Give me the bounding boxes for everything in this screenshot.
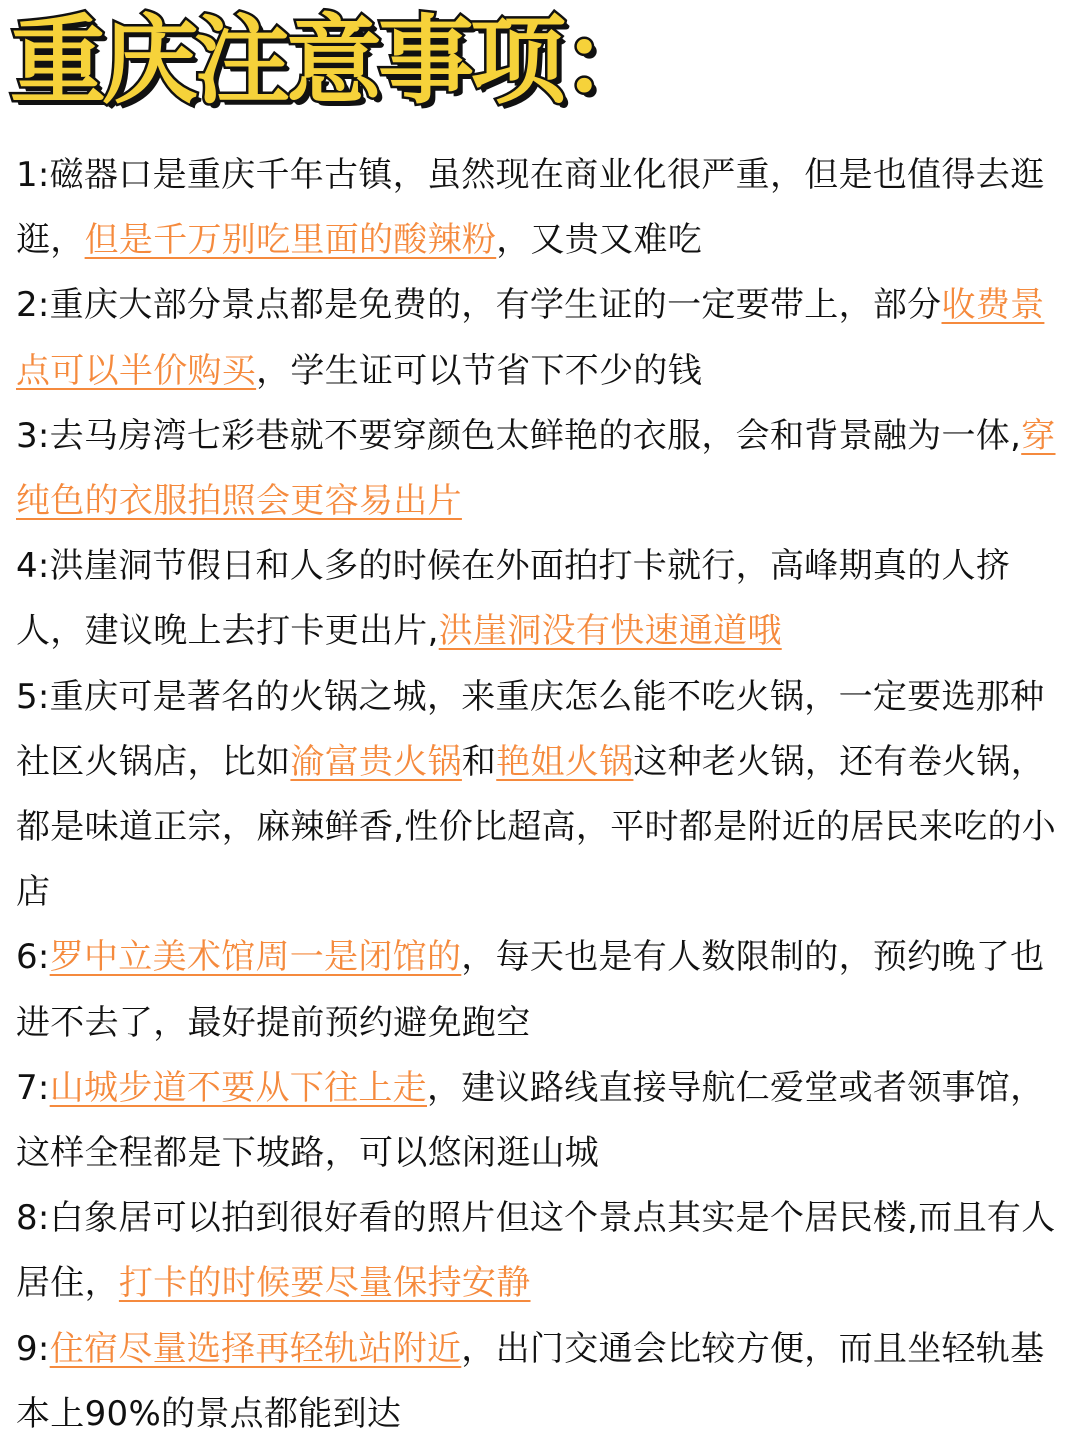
tip-item-5 bbox=[16, 665, 1066, 926]
tip-text: ，又贵又难吃 bbox=[496, 220, 703, 261]
tip-highlight: 穿纯色的衣服拍照会更容易出片 bbox=[16, 415, 1056, 522]
tip-text: 6: bbox=[16, 937, 50, 978]
page-title: 重庆注意事项： bbox=[10, 5, 654, 117]
tip-highlight: 收费景点可以半价购买 bbox=[16, 285, 1045, 391]
tip-text: 7: bbox=[16, 1067, 50, 1108]
tip-highlight: 罗中立美术馆周一是闭馆的 bbox=[49, 937, 462, 978]
tip-item-7 bbox=[16, 1056, 1066, 1186]
tip-item-4 bbox=[16, 534, 1066, 664]
tip-item-6 bbox=[16, 925, 1066, 1055]
tips-list bbox=[16, 143, 1066, 1447]
tip-highlight: 住宿尽量选择再轻轨站附近 bbox=[49, 1328, 462, 1369]
tip-item-2 bbox=[16, 273, 1066, 403]
tip-item-9 bbox=[16, 1317, 1066, 1447]
tip-highlight: 洪崖洞没有快速通道哦 bbox=[438, 611, 782, 652]
tip-highlight: 渝富贵火锅 bbox=[290, 741, 462, 782]
tip-text: 9: bbox=[16, 1328, 50, 1369]
tip-highlight: 打卡的时候要尽量保持安静 bbox=[118, 1263, 531, 1304]
tip-highlight: 艳姐火锅 bbox=[496, 741, 634, 782]
tip-item-8 bbox=[16, 1186, 1066, 1316]
tip-text: 1:磁器口是重庆千年古镇，虽然现在商业化很严重，但是也值得去逛逛， bbox=[16, 155, 1045, 261]
tip-text: 这种老火锅，还有卷火锅，都是味道正宗，麻辣鲜香,性价比超高，平时都是附近的居民来吃的小店 bbox=[16, 741, 1057, 913]
tip-text: 2:重庆大部分景点都是免费的，有学生证的一定要带上，部分 bbox=[16, 285, 942, 326]
tip-text: 和 bbox=[461, 741, 497, 782]
tip-text: 4:洪崖洞节假日和人多的时候在外面拍打卡就行，高峰期真的人挤人，建议晚上去打卡更出片, bbox=[16, 546, 1011, 652]
tip-highlight: 山城步道不要从下往上走 bbox=[49, 1067, 427, 1108]
tip-highlight: 但是千万别吃里面的酸辣粉 bbox=[84, 220, 497, 261]
tip-text: 3:去马房湾七彩巷就不要穿颜色太鲜艳的衣服，会和背景融为一体, bbox=[16, 415, 1022, 456]
tip-text: 5:重庆可是著名的火锅之城，来重庆怎么能不吃火锅，一定要选那种社区火锅店，比如 bbox=[16, 676, 1045, 782]
tip-text: ，出门交通会比较方便，而且坐轻轨基本上90%的景点都能到达 bbox=[16, 1328, 1045, 1434]
tip-text: 8:白象居可以拍到很好看的照片但这个景点其实是个居民楼,而且有人居住， bbox=[16, 1198, 1056, 1304]
tip-text: ，学生证可以节省下不少的钱 bbox=[256, 350, 703, 391]
tip-item-3 bbox=[16, 404, 1066, 534]
tip-text: ，每天也是有人数限制的，预约晚了也进不去了，最好提前预约避免跑空 bbox=[16, 937, 1045, 1043]
tip-item-1 bbox=[16, 143, 1066, 273]
tip-text: ，建议路线直接导航仁爱堂或者领事馆，这样全程都是下坡路，可以悠闲逛山城 bbox=[16, 1067, 1045, 1174]
